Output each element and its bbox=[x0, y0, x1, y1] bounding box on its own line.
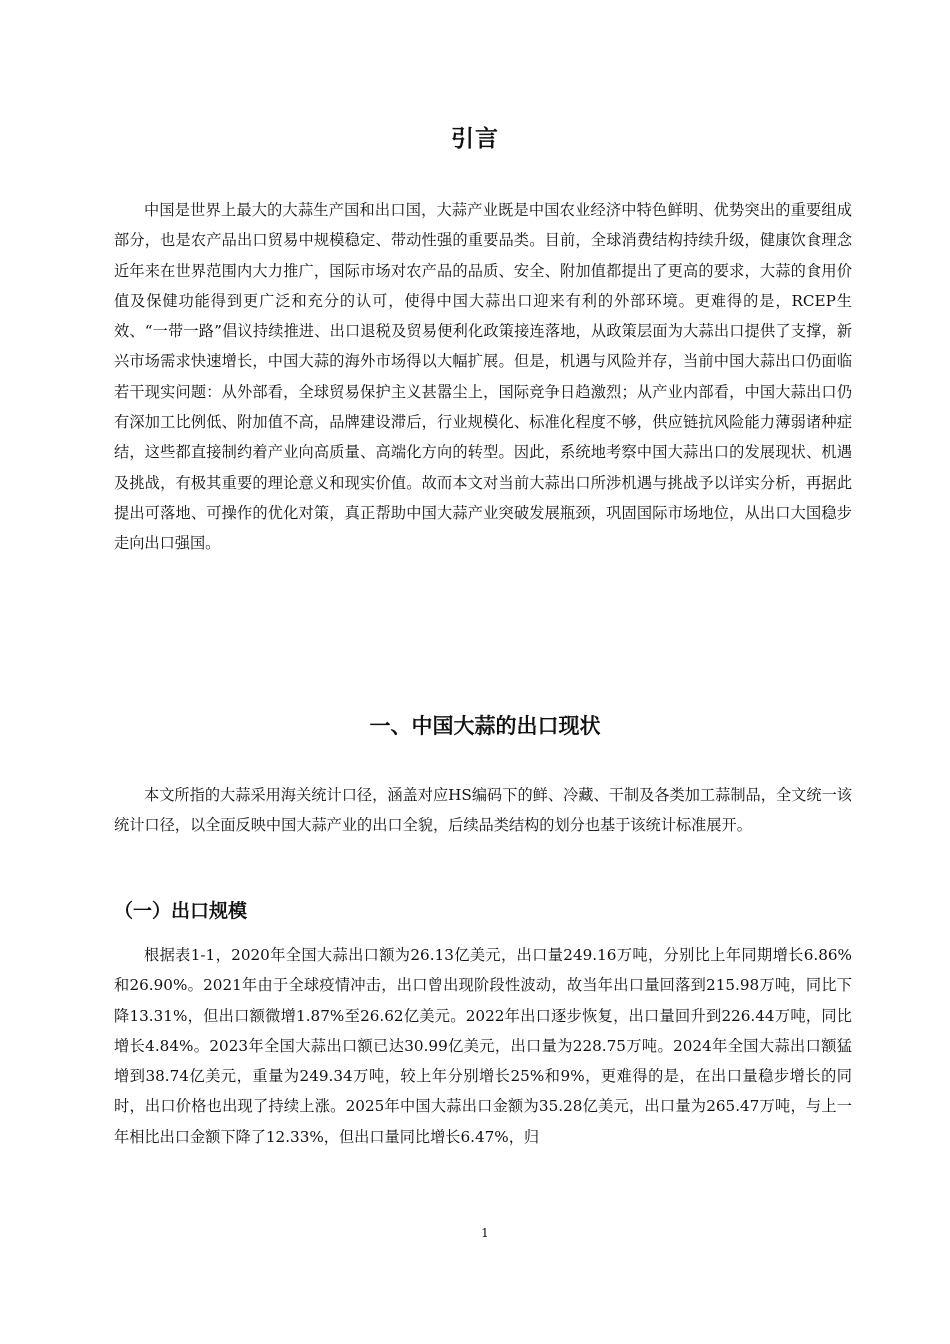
section-heading: 一、中国大蒜的出口现状 bbox=[369, 714, 601, 738]
introduction-paragraph: 中国是世界上最大的大蒜生产国和出口国，大蒜产业既是中国农业经济中特色鲜明、优势突出的重要组成部分，也是农产品出口贸易中规模稳定、带动性强的重要品类。目前，全球消费结构持续升级，健康饮食理念近年来在世界范围内大力推广，国际市场对农产品的品质、安全、附加值都提出了更高的要求，大蒜的食用价值及保健功能得到更广泛和充分的认可，使得中国大蒜出口迎来有利的外部环境。更难得的是，RCEP生效、“一带一路”倡议持续推进、出口退税及贸易便利化政策接连落地，从政策层面为大蒜出口提供了支撑，新兴市场需求快速增长，中国大蒜的海外市场得以大幅扩展。但是，机遇与风险并存，当前中国大蒜出口仍面临若干现实问题：从外部看，全球贸易保护主义甚嚣尘上，国际竞争日趋激烈；从产业内部看，中国大蒜出口仍有深加工比例低、附加值不高，品牌建设滞后，行业规模化、标准化程度不够，供应链抗风险能力薄弱诸种症结，这些都直接制约着产业向高质量、高端化方向的转型。因此，系统地考察中国大蒜出口的发展现状、机遇及挑战，有极其重要的理论意义和现实价值。故而本文对当前大蒜出口所涉机遇与挑战予以详实分析，再据此提出可落地、可操作的优化对策，真正帮助中国大蒜产业突破发展瓶颈，巩固国际市场地位，从出口大国稳步走向出口强国。 bbox=[114, 201, 852, 553]
scope-paragraph: 本文所指的大蒜采用海关统计口径，涵盖对应HS编码下的鲜、冷藏、干制及各类加工蒜制品，全文统一该统计口径，以全面反映中国大蒜产业的出口全貌，后续品类结构的划分也基于该统计标准展开。 bbox=[114, 786, 852, 835]
subsection-heading: （一）出口规模 bbox=[114, 900, 248, 922]
export-scale-paragraph: 根据表1-1，2020年全国大蒜出口额为26.13亿美元，出口量249.16万吨，分别比上年同期增长6.86%和26.90%。2021年由于全球疫情冲击，出口曾出现阶段性波动，故当年出口量回落到215.98万吨，同比下降13.31%，但出口额微增1.87%至26.62亿美元。2022年出口逐步恢复，出口量回升到226.44万吨，同比增长4.84%。2023年全国大蒜出口额已达30.99亿美元，出口量为228.75万吨。2024年全国大蒜出口额猛增到38.74亿美元，重量为249.34万吨，较上年分别增长25%和9%，更难得的是，在出口量稳步增长的同时，出口价格也出现了持续上涨。2025年中国大蒜出口金额为35.28亿美元，出口量为265.47万吨，与上一年相比出口金额下降了12.33%，但出口量同比增长6.47%，归 bbox=[114, 946, 852, 1146]
page-number: 1 bbox=[481, 1226, 489, 1240]
introduction-heading: 引言 bbox=[451, 126, 499, 152]
